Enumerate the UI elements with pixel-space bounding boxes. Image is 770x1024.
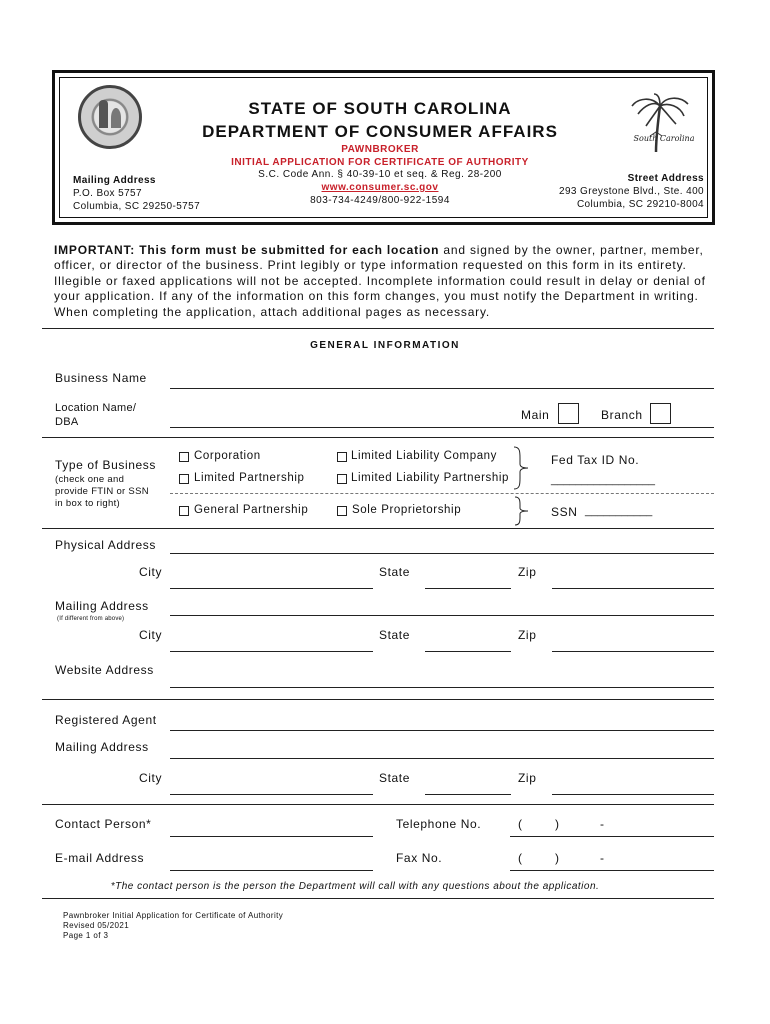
state-seal-icon bbox=[78, 85, 142, 149]
sp-label: Sole Proprietorship bbox=[352, 504, 462, 516]
mailing-address-line2: Columbia, SC 29250-5757 bbox=[73, 201, 201, 212]
registered-agent-field[interactable] bbox=[170, 730, 714, 731]
telephone-paren-open: ( bbox=[518, 817, 523, 831]
physical-city-label: City bbox=[139, 565, 163, 579]
physical-state-field[interactable] bbox=[425, 588, 511, 589]
llp-checkbox[interactable] bbox=[337, 474, 347, 484]
divider bbox=[42, 699, 714, 700]
location-name-field[interactable] bbox=[170, 427, 714, 428]
email-label: E-mail Address bbox=[55, 851, 145, 865]
mailing-address-label-form: Mailing Address bbox=[55, 599, 149, 613]
telephone-paren-close: ) bbox=[555, 817, 560, 831]
corporation-checkbox[interactable] bbox=[179, 452, 189, 462]
footer bbox=[63, 911, 283, 941]
important-notice bbox=[54, 243, 720, 320]
agent-mailing-address-field[interactable] bbox=[170, 758, 714, 759]
divider bbox=[42, 804, 714, 805]
fax-hyphen: - bbox=[600, 851, 605, 865]
mailing-state-label: State bbox=[379, 628, 411, 642]
type-of-business-hint: (check one and provide FTIN or SSN in box to right) bbox=[55, 474, 149, 509]
statute-citation: S.C. Code Ann. § 40-39-10 et seq. & Reg. 28-200 bbox=[258, 169, 502, 180]
mailing-zip-field[interactable] bbox=[552, 651, 714, 652]
section-title: GENERAL INFORMATION bbox=[310, 340, 460, 351]
logo-lettering: South Carolina bbox=[633, 134, 695, 143]
fax-paren-open: ( bbox=[518, 851, 523, 865]
mailing-address-block bbox=[73, 174, 200, 213]
agent-mailing-address-label: Mailing Address bbox=[55, 740, 149, 754]
main-checkbox[interactable] bbox=[558, 403, 579, 424]
sp-checkbox[interactable] bbox=[337, 506, 347, 516]
title-state: STATE OF SOUTH CAROLINA bbox=[248, 99, 512, 118]
physical-zip-field[interactable] bbox=[552, 588, 714, 589]
if-different-note: (If different from above) bbox=[57, 616, 125, 622]
agent-city-label: City bbox=[139, 771, 163, 785]
telephone-field[interactable] bbox=[510, 836, 714, 837]
divider bbox=[42, 528, 714, 529]
type-of-business-label: Type of Business bbox=[55, 458, 156, 472]
agent-city-field[interactable] bbox=[170, 794, 373, 795]
branch-label: Branch bbox=[601, 408, 643, 422]
branch-checkbox[interactable] bbox=[650, 403, 671, 424]
divider bbox=[42, 437, 714, 438]
license-type: PAWNBROKER bbox=[341, 144, 419, 155]
divider bbox=[42, 898, 714, 899]
important-body: and signed by the owner, partner, member, officer, or director of the business. Print legibly or type information requested on this form in its entirety. Illegible or faxed applications will not be accepted. Incomplete information could result in delay or denial of your application. If any of the information on this form changes, you must notify the Department in writing. When completing the application, attach additional pages as necessary. bbox=[54, 243, 706, 319]
mailing-state-field[interactable] bbox=[425, 651, 511, 652]
footer-page: Page 1 of 3 bbox=[63, 931, 109, 940]
agent-zip-field[interactable] bbox=[552, 794, 714, 795]
street-address-line2: Columbia, SC 29210-8004 bbox=[576, 199, 704, 210]
mailing-city-field[interactable] bbox=[170, 651, 373, 652]
fax-field[interactable] bbox=[510, 870, 714, 871]
ssn-field[interactable]: ___________ bbox=[585, 505, 653, 517]
palmetto-logo-icon bbox=[626, 92, 702, 158]
separator-dashed bbox=[170, 493, 714, 494]
lp-checkbox[interactable] bbox=[179, 474, 189, 484]
website-link[interactable]: www.consumer.sc.gov bbox=[321, 182, 439, 193]
gp-checkbox[interactable] bbox=[179, 506, 189, 516]
business-name-field[interactable] bbox=[170, 388, 714, 389]
contact-note: *The contact person is the person the Department will call with any questions about the application. bbox=[110, 881, 600, 892]
website-address-field[interactable] bbox=[170, 687, 714, 688]
email-field[interactable] bbox=[170, 870, 373, 871]
corporation-label: Corporation bbox=[194, 450, 261, 462]
street-address-label: Street Address bbox=[627, 173, 704, 184]
main-label: Main bbox=[521, 408, 550, 422]
title-department: DEPARTMENT OF CONSUMER AFFAIRS bbox=[202, 122, 558, 141]
lp-label: Limited Partnership bbox=[194, 472, 305, 484]
registered-agent-label: Registered Agent bbox=[55, 713, 157, 727]
phone-numbers: 803-734-4249/800-922-1594 bbox=[310, 195, 450, 206]
llc-label: Limited Liability Company bbox=[351, 450, 498, 462]
business-name-label: Business Name bbox=[55, 371, 147, 385]
agent-state-field[interactable] bbox=[425, 794, 511, 795]
mailing-address-label: Mailing Address bbox=[73, 175, 156, 186]
brace-icon bbox=[512, 496, 532, 526]
agent-zip-label: Zip bbox=[518, 771, 537, 785]
physical-address-label: Physical Address bbox=[55, 538, 156, 552]
brace-icon bbox=[510, 446, 532, 490]
mailing-city-label: City bbox=[139, 628, 163, 642]
physical-address-field[interactable] bbox=[170, 553, 714, 554]
gp-label: General Partnership bbox=[194, 504, 309, 516]
mailing-zip-label: Zip bbox=[518, 628, 537, 642]
fax-paren-close: ) bbox=[555, 851, 560, 865]
agent-state-label: State bbox=[379, 771, 411, 785]
fax-label: Fax No. bbox=[396, 851, 443, 865]
location-name-label: Location Name/ DBA bbox=[55, 402, 137, 428]
llp-label: Limited Liability Partnership bbox=[351, 472, 510, 484]
physical-city-field[interactable] bbox=[170, 588, 373, 589]
ssn-label: SSN bbox=[551, 505, 578, 519]
mailing-address-line1: P.O. Box 5757 bbox=[73, 188, 142, 199]
llc-checkbox[interactable] bbox=[337, 452, 347, 462]
physical-zip-label: Zip bbox=[518, 565, 537, 579]
fed-tax-id-field[interactable]: _________________ bbox=[551, 474, 656, 486]
mailing-address-field[interactable] bbox=[170, 615, 714, 616]
contact-person-label: Contact Person* bbox=[55, 817, 152, 831]
street-address-block bbox=[520, 172, 704, 211]
footer-revised: Revised 05/2021 bbox=[63, 921, 130, 930]
fed-tax-id-label: Fed Tax ID No. bbox=[551, 453, 640, 467]
application-type: INITIAL APPLICATION FOR CERTIFICATE OF AUTHORITY bbox=[231, 157, 529, 168]
telephone-label: Telephone No. bbox=[396, 817, 482, 831]
telephone-hyphen: - bbox=[600, 817, 605, 831]
important-lead: IMPORTANT: This form must be submitted for each location bbox=[54, 243, 440, 257]
divider bbox=[42, 328, 714, 329]
street-address-line1: 293 Greystone Blvd., Ste. 400 bbox=[558, 186, 704, 197]
website-address-label: Website Address bbox=[55, 663, 154, 677]
contact-person-field[interactable] bbox=[170, 836, 373, 837]
footer-form-name: Pawnbroker Initial Application for Certificate of Authority bbox=[63, 911, 284, 920]
physical-state-label: State bbox=[379, 565, 411, 579]
